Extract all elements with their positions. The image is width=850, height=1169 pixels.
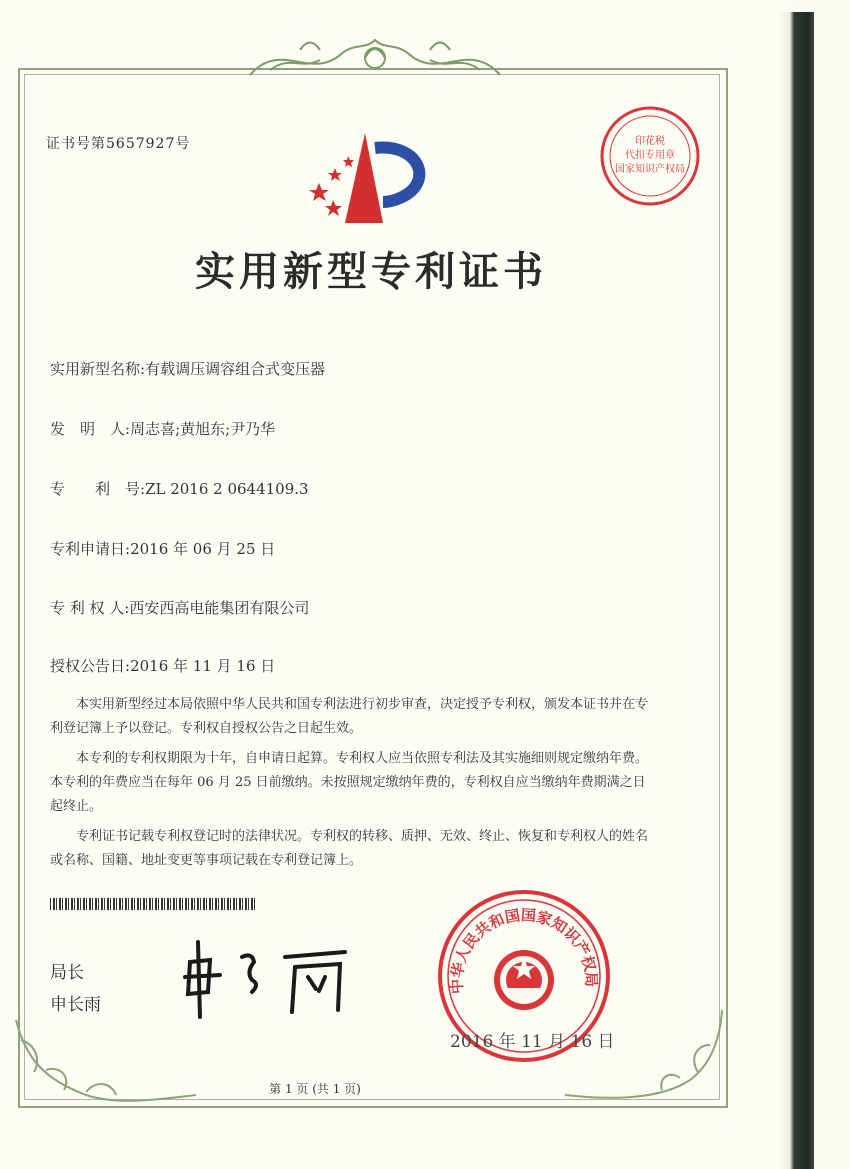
certificate-number: 证书号第5657927号 xyxy=(46,136,191,152)
scanner-edge xyxy=(778,12,814,1169)
seal-line: 代扣专用章 xyxy=(625,150,675,161)
seal-line: 国家知识产权局 xyxy=(615,164,685,175)
top-ornament-icon xyxy=(240,20,510,90)
page-number: 第 1 页 (共 1 页) xyxy=(269,1082,361,1096)
field-patent-number xyxy=(50,478,309,499)
tax-stamp-seal xyxy=(598,104,702,208)
field-value: 有载调压调容组合式变压器 xyxy=(145,360,326,378)
seal-ring-text: 中华人民共和国国家知识产权局 xyxy=(447,906,601,995)
body-paragraph: 本专利的专利权期限为十年，自申请日起算。专利权人应当依照专利法及其实施细则规定缴纳年费。本专利的年费应当在每年 06 月 25 日前缴纳。未按照规定缴纳年费的，专利权自应当缴纳年费期满之日起终止。 xyxy=(50,751,649,814)
field-value: 周志喜;黄旭东;尹乃华 xyxy=(130,420,276,438)
field-label: 专 利 权 人: xyxy=(50,599,130,617)
field-value: 2016 年 11 月 16 日 xyxy=(130,657,276,675)
field-value: 西安西高电能集团有限公司 xyxy=(129,599,310,617)
director-signature-icon xyxy=(180,932,360,1022)
field-label: 实用新型名称: xyxy=(50,360,146,378)
director-role: 局长 xyxy=(50,963,84,983)
field-grant-date xyxy=(50,655,275,676)
field-inventors xyxy=(50,418,275,439)
field-label: 发 明 人: xyxy=(50,420,131,438)
field-label: 授权公告日: xyxy=(50,657,131,675)
seal-line: 印花税 xyxy=(635,136,665,147)
cnipa-logo-icon xyxy=(305,128,435,228)
director-name: 申长雨 xyxy=(50,995,101,1015)
body-paragraph: 本实用新型经过本局依照中华人民共和国专利法进行初步审查，决定授予专利权，颁发本证书并在专利登记簿上予以登记。专利权自授权公告之日起生效。 xyxy=(50,697,649,736)
field-label: 专利申请日: xyxy=(50,540,131,558)
barcode xyxy=(50,898,256,910)
field-patentee xyxy=(50,597,309,618)
certificate-body xyxy=(50,693,650,879)
field-utility-model-name xyxy=(50,358,325,379)
field-value: 2016 年 06 月 25 日 xyxy=(130,540,276,558)
certificate-title: 实用新型专利证书 xyxy=(195,248,547,295)
seal-date: 2016 年 11 月 16 日 xyxy=(450,1032,615,1052)
body-paragraph: 专利证书记载专利权登记时的法律状况。专利权的转移、质押、无效、终止、恢复和专利权人的姓名或名称、国籍、地址变更等事项记载在专利登记簿上。 xyxy=(50,829,649,868)
field-application-date xyxy=(50,538,275,559)
field-value: ZL 2016 2 0644109.3 xyxy=(145,480,309,498)
field-label: 专 利 号: xyxy=(50,480,146,498)
